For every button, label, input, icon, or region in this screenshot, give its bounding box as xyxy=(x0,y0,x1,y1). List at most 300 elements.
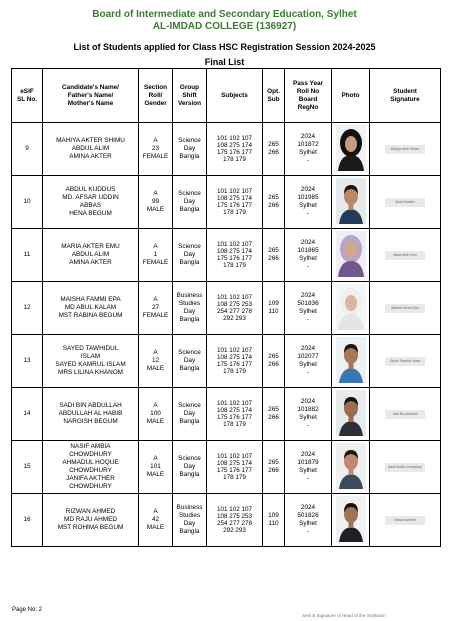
roll-value: 27 xyxy=(151,304,160,311)
name-cell xyxy=(43,388,139,441)
sl-number: 15 xyxy=(23,463,31,470)
signature-cell xyxy=(370,494,441,547)
group-line-3: Bangla xyxy=(179,259,200,266)
sl-cell xyxy=(12,176,43,229)
name-line-3: MST RABINA BEGUM xyxy=(58,312,123,319)
name-cell xyxy=(43,335,139,388)
col-subjects xyxy=(207,69,263,123)
roll-value: 12 xyxy=(151,357,160,364)
col-photo-label: Photo xyxy=(341,91,360,99)
opt-cell xyxy=(263,388,285,441)
opt-sub-1: 265 xyxy=(268,247,279,254)
college-name: AL-IMDAD COLLEGE (136927) xyxy=(152,21,297,32)
col-name xyxy=(43,69,139,123)
subjects-line-1: 101 102 107 xyxy=(216,453,253,460)
col-sl-line1: eSIF xyxy=(20,87,34,95)
name-line-1: ABDUL KUDDUS xyxy=(65,186,116,193)
col-name-line1: Candidate's Name/ xyxy=(62,83,119,91)
table-row xyxy=(12,282,441,335)
col-photo xyxy=(332,69,370,123)
board-roll-no: 101872 xyxy=(297,141,319,148)
subjects-line-4: 178 179 xyxy=(223,368,246,375)
table-row xyxy=(12,388,441,441)
subjects-line-2: 108 275 174 xyxy=(216,248,253,255)
pass-cell xyxy=(285,388,332,441)
section-cell xyxy=(139,123,173,176)
name-line-4: HENA BEGUM xyxy=(69,210,112,217)
board-name-value: Sylhet xyxy=(299,467,317,474)
board-name-value: Sylhet xyxy=(299,520,317,527)
name-line-3: ABBAS xyxy=(79,202,102,209)
group-line-3: Bangla xyxy=(179,471,200,478)
reg-no: - xyxy=(306,528,310,535)
signature-image: Sadi Bin Abdullah xyxy=(385,410,425,419)
signature-image: Rizwan Ahmed xyxy=(385,516,425,525)
opt-cell xyxy=(263,123,285,176)
opt-sub-1: 265 xyxy=(268,353,279,360)
name-line-2: ABDUL ALIM xyxy=(71,251,110,258)
name-line-3: AMINA AKTER xyxy=(69,153,112,160)
board-roll-no: 501836 xyxy=(297,300,319,307)
subjects-line-4: 178 179 xyxy=(223,262,246,269)
sl-cell xyxy=(12,123,43,176)
pass-year: 2024 xyxy=(300,186,316,193)
col-opt xyxy=(263,69,285,123)
group-cell xyxy=(173,176,207,229)
name-line-1: MAISHA FAMMI EPA xyxy=(60,296,121,303)
opt-sub-1: 265 xyxy=(268,194,279,201)
group-line-4: Bangla xyxy=(179,528,200,535)
group-cell xyxy=(173,335,207,388)
col-section-line3: Gender xyxy=(144,99,167,107)
board-roll-no: 101985 xyxy=(297,194,319,201)
roll-value: 1 xyxy=(153,251,158,258)
section-value: A xyxy=(153,402,158,409)
subjects-line-1: 101 102 107 xyxy=(216,294,253,301)
col-name-line3: Mother's Name xyxy=(67,99,114,107)
roll-value: 100 xyxy=(150,410,161,417)
pass-cell xyxy=(285,229,332,282)
board-name-value: Sylhet xyxy=(299,361,317,368)
opt-sub-2: 110 xyxy=(268,520,279,527)
gender-value: FEMALE xyxy=(142,153,169,160)
table-row xyxy=(12,176,441,229)
opt-cell xyxy=(263,441,285,494)
pass-cell xyxy=(285,494,332,547)
name-line-2: MD. AFSAR UDDIN xyxy=(62,194,119,201)
subjects-line-3: 175 176 177 xyxy=(216,361,253,368)
opt-sub-2: 266 xyxy=(268,414,279,421)
subjects-line-2: 108 275 174 xyxy=(216,142,253,149)
sl-cell xyxy=(12,494,43,547)
signature-cell xyxy=(370,229,441,282)
group-line-1: Science xyxy=(178,190,201,197)
name-line-1: SAYED TAWHIDUL xyxy=(62,345,119,352)
page-number: Page No: 2 xyxy=(12,607,43,613)
photo-cell xyxy=(332,176,370,229)
subjects-line-2: 108 275 174 xyxy=(216,460,253,467)
signature-image: Mahiya Akter Shimu xyxy=(385,145,425,154)
roll-value: 99 xyxy=(151,198,160,205)
section-value: A xyxy=(153,243,158,250)
name-cell xyxy=(43,123,139,176)
section-value: A xyxy=(153,508,158,515)
subjects-line-1: 101 102 107 xyxy=(216,188,253,195)
signature-image: Nasif Ambia Chowdhury xyxy=(385,463,425,472)
opt-cell xyxy=(263,335,285,388)
name-line-2: ABDUL ALIM xyxy=(71,145,110,152)
subjects-line-1: 101 102 107 xyxy=(216,400,253,407)
subjects-cell xyxy=(207,176,263,229)
sl-cell xyxy=(12,282,43,335)
subjects-line-2: 108 275 253 xyxy=(216,513,253,520)
board-name-value: Sylhet xyxy=(299,414,317,421)
opt-sub-2: 266 xyxy=(268,149,279,156)
subjects-line-3: 175 176 177 xyxy=(216,149,253,156)
list-title: List of Students applied for Class HSC Registration Session 2024-2025 xyxy=(73,42,376,52)
opt-sub-2: 266 xyxy=(268,202,279,209)
col-pass-line1: Pass Year xyxy=(292,79,324,87)
name-line-5: JANIFA AKTHER xyxy=(66,475,115,482)
pass-year: 2024 xyxy=(300,292,316,299)
student-photo xyxy=(336,496,366,542)
student-photo xyxy=(336,390,366,436)
subjects-line-2: 108 275 253 xyxy=(216,301,253,308)
pass-year: 2024 xyxy=(300,451,316,458)
subjects-cell xyxy=(207,441,263,494)
section-cell xyxy=(139,388,173,441)
pass-year: 2024 xyxy=(300,504,316,511)
pass-year: 2024 xyxy=(300,239,316,246)
name-line-1: MARIA AKTER EMU xyxy=(61,243,120,250)
group-line-2: Day xyxy=(183,463,196,470)
col-opt-line1: Opt. xyxy=(267,87,280,95)
subjects-line-1: 101 102 107 xyxy=(216,506,253,513)
pass-cell xyxy=(285,123,332,176)
group-line-4: Bangla xyxy=(179,316,200,323)
opt-sub-2: 266 xyxy=(268,467,279,474)
pass-cell xyxy=(285,176,332,229)
sl-number: 16 xyxy=(23,516,31,523)
group-line-2: Day xyxy=(183,145,196,152)
board-roll-no: 101865 xyxy=(297,247,319,254)
sl-number: 9 xyxy=(25,145,29,152)
opt-cell xyxy=(263,176,285,229)
col-section-line2: Roll/ xyxy=(148,91,163,99)
section-cell xyxy=(139,441,173,494)
subjects-line-4: 178 179 xyxy=(223,421,246,428)
gender-value: MALE xyxy=(146,471,165,478)
name-line-2: MD ABUL KALAM xyxy=(64,304,117,311)
subjects-cell xyxy=(207,229,263,282)
board-roll-no: 101882 xyxy=(297,406,319,413)
name-line-3: NARGISH BEGUM xyxy=(63,418,118,425)
reg-no: - xyxy=(306,210,310,217)
subjects-cell xyxy=(207,123,263,176)
reg-no: - xyxy=(306,316,310,323)
col-opt-line2: Sub xyxy=(267,95,280,103)
name-line-3: AHMADUL HOQUE xyxy=(62,459,119,466)
subjects-line-2: 108 275 174 xyxy=(216,354,253,361)
opt-cell xyxy=(263,494,285,547)
sl-number: 12 xyxy=(23,304,31,311)
student-photo xyxy=(336,231,366,277)
student-photo xyxy=(336,125,366,171)
group-cell xyxy=(173,229,207,282)
name-line-1: RIZWAN AHMED xyxy=(65,508,116,515)
col-subjects-label: Subjects xyxy=(221,91,248,99)
col-group-line2: Shift xyxy=(182,91,197,99)
board-roll-no: 501826 xyxy=(297,512,319,519)
group-cell xyxy=(173,441,207,494)
table-row xyxy=(12,335,441,388)
list-subtitle: Final List xyxy=(204,57,245,67)
subjects-line-2: 108 275 174 xyxy=(216,195,253,202)
name-cell xyxy=(43,441,139,494)
opt-sub-2: 266 xyxy=(268,255,279,262)
photo-cell xyxy=(332,335,370,388)
photo-cell xyxy=(332,123,370,176)
name-line-6: CHOWDHURY xyxy=(69,483,112,490)
table-row xyxy=(12,494,441,547)
reg-no: - xyxy=(306,263,310,270)
sl-number: 13 xyxy=(23,357,31,364)
photo-cell xyxy=(332,441,370,494)
name-line-2: ABDULLAH AL HABIB xyxy=(58,410,123,417)
group-line-1: Science xyxy=(178,349,201,356)
subjects-line-4: 178 179 xyxy=(223,156,246,163)
student-photo xyxy=(336,337,366,383)
subjects-line-3: 254 277 278 xyxy=(216,308,253,315)
pass-year: 2024 xyxy=(300,345,316,352)
section-cell xyxy=(139,282,173,335)
col-name-line2: Father's Name/ xyxy=(67,91,114,99)
group-line-1: Business xyxy=(176,292,203,299)
group-line-2: Day xyxy=(183,357,196,364)
sl-cell xyxy=(12,441,43,494)
group-cell xyxy=(173,282,207,335)
section-value: A xyxy=(153,349,158,356)
subjects-line-3: 175 176 177 xyxy=(216,467,253,474)
gender-value: MALE xyxy=(146,206,165,213)
board-roll-no: 101879 xyxy=(297,459,319,466)
students-table xyxy=(11,68,441,547)
opt-sub-2: 266 xyxy=(268,361,279,368)
group-line-3: Bangla xyxy=(179,418,200,425)
photo-cell xyxy=(332,229,370,282)
group-line-2: Day xyxy=(183,198,196,205)
gender-value: FEMALE xyxy=(142,259,169,266)
pass-year: 2024 xyxy=(300,398,316,405)
pass-cell xyxy=(285,335,332,388)
subjects-line-1: 101 102 107 xyxy=(216,347,253,354)
board-name: Board of Intermediate and Secondary Education, Sylhet xyxy=(92,9,357,20)
opt-sub-1: 265 xyxy=(268,406,279,413)
gender-value: MALE xyxy=(146,524,165,531)
pass-cell xyxy=(285,441,332,494)
section-cell xyxy=(139,229,173,282)
pass-cell xyxy=(285,282,332,335)
subjects-line-4: 178 179 xyxy=(223,209,246,216)
sl-number: 14 xyxy=(23,410,31,417)
subjects-line-4: 178 179 xyxy=(223,474,246,481)
name-line-3: SAYED KAMRUL ISLAM xyxy=(55,361,126,368)
photo-cell xyxy=(332,282,370,335)
gender-value: MALE xyxy=(146,365,165,372)
board-name-value: Sylhet xyxy=(299,149,317,156)
opt-sub-2: 110 xyxy=(268,308,279,315)
section-value: A xyxy=(153,296,158,303)
group-line-2: Day xyxy=(183,251,196,258)
subjects-line-4: 292 293 xyxy=(223,527,246,534)
group-line-1: Science xyxy=(178,455,201,462)
sl-number: 11 xyxy=(23,251,31,258)
group-line-2: Studies xyxy=(178,512,201,519)
signature-cell xyxy=(370,123,441,176)
opt-cell xyxy=(263,229,285,282)
board-name-value: Sylhet xyxy=(299,202,317,209)
subjects-line-3: 175 176 177 xyxy=(216,414,253,421)
subjects-cell xyxy=(207,388,263,441)
roll-value: 101 xyxy=(150,463,161,470)
subjects-line-1: 101 102 107 xyxy=(216,241,253,248)
subjects-line-1: 101 102 107 xyxy=(216,135,253,142)
gender-value: FEMALE xyxy=(142,312,169,319)
group-cell xyxy=(173,123,207,176)
signature-cell xyxy=(370,176,441,229)
reg-no: - xyxy=(306,157,310,164)
section-value: A xyxy=(153,190,158,197)
sl-cell xyxy=(12,388,43,441)
group-line-1: Business xyxy=(176,504,203,511)
col-sl xyxy=(12,69,43,123)
sl-cell xyxy=(12,335,43,388)
signature-cell xyxy=(370,335,441,388)
board-name-value: Sylhet xyxy=(299,255,317,262)
name-line-4: MRS LILINA KHANOM xyxy=(58,369,123,376)
col-pass xyxy=(285,69,332,123)
name-line-3: MST ROHIMA BEGUM xyxy=(57,524,124,531)
section-cell xyxy=(139,494,173,547)
sl-number: 10 xyxy=(23,198,31,205)
reg-no: - xyxy=(306,475,310,482)
col-section-line1: Section xyxy=(143,83,168,91)
reg-no: - xyxy=(306,369,310,376)
roll-value: 42 xyxy=(151,516,160,523)
group-line-3: Bangla xyxy=(179,206,200,213)
col-sl-line2: SL No. xyxy=(16,95,38,103)
opt-cell xyxy=(263,282,285,335)
group-cell xyxy=(173,494,207,547)
signature-image: Sayed Tawhidul Islam xyxy=(385,357,425,366)
reg-no: - xyxy=(306,422,310,429)
group-line-3: Day xyxy=(183,520,196,527)
sl-cell xyxy=(12,229,43,282)
col-signature-line1: Student xyxy=(393,87,417,95)
section-cell xyxy=(139,335,173,388)
opt-sub-1: 109 xyxy=(268,300,279,307)
col-section xyxy=(139,69,173,123)
section-value: A xyxy=(153,455,158,462)
group-line-3: Bangla xyxy=(179,153,200,160)
name-line-1: MAHIYA AKTER SHIMU xyxy=(56,137,125,144)
col-signature xyxy=(370,69,441,123)
subjects-line-3: 175 176 177 xyxy=(216,255,253,262)
signature-image: Maisha Fammi Epa xyxy=(385,304,425,313)
group-line-2: Studies xyxy=(178,300,201,307)
gender-value: MALE xyxy=(146,418,165,425)
col-group-line3: Version xyxy=(177,99,202,107)
table-row xyxy=(12,229,441,282)
subjects-cell xyxy=(207,282,263,335)
name-cell xyxy=(43,282,139,335)
subjects-line-4: 292 293 xyxy=(223,315,246,322)
student-photo xyxy=(336,284,366,330)
group-line-2: Day xyxy=(183,410,196,417)
subjects-cell xyxy=(207,494,263,547)
col-group-line1: Group xyxy=(179,83,200,91)
name-line-3: AMINA AKTER xyxy=(69,259,112,266)
col-pass-line3: Board xyxy=(298,95,318,103)
group-line-1: Science xyxy=(178,137,201,144)
section-value: A xyxy=(153,137,158,144)
col-signature-line2: Signature xyxy=(390,95,420,103)
opt-sub-1: 265 xyxy=(268,459,279,466)
group-line-1: Science xyxy=(178,243,201,250)
col-pass-line2: Roll No xyxy=(296,87,320,95)
header-row xyxy=(12,69,441,123)
signature-image: Maria Akter Emu xyxy=(385,251,425,260)
signature-cell xyxy=(370,282,441,335)
photo-cell xyxy=(332,388,370,441)
signature-cell xyxy=(370,388,441,441)
table-row xyxy=(12,441,441,494)
name-cell xyxy=(43,229,139,282)
opt-sub-1: 109 xyxy=(268,512,279,519)
student-photo xyxy=(336,178,366,224)
roll-value: 23 xyxy=(151,145,160,152)
name-line-2: ISLAM xyxy=(80,353,101,360)
head-signature-label: Seal & Signature of Head of the Institution xyxy=(302,613,386,618)
photo-cell xyxy=(332,494,370,547)
board-name-value: Sylhet xyxy=(299,308,317,315)
group-line-1: Science xyxy=(178,402,201,409)
name-line-4: CHOWDHURY xyxy=(69,467,112,474)
col-group xyxy=(173,69,207,123)
group-line-3: Day xyxy=(183,308,196,315)
name-line-2: CHOWDHURY xyxy=(69,451,112,458)
subjects-line-3: 254 277 278 xyxy=(216,520,253,527)
board-roll-no: 102077 xyxy=(297,353,319,360)
name-cell xyxy=(43,494,139,547)
student-photo xyxy=(336,443,366,489)
name-cell xyxy=(43,176,139,229)
signature-image: Abdul Kuddus xyxy=(385,198,425,207)
group-line-3: Bangla xyxy=(179,365,200,372)
pass-year: 2024 xyxy=(300,133,316,140)
signature-cell xyxy=(370,441,441,494)
subjects-line-2: 108 275 174 xyxy=(216,407,253,414)
table-row xyxy=(12,123,441,176)
opt-sub-1: 265 xyxy=(268,141,279,148)
section-cell xyxy=(139,176,173,229)
subjects-cell xyxy=(207,335,263,388)
name-line-2: MD RAJU AHMED xyxy=(64,516,117,523)
name-line-1: SADI BIN ABDULLAH xyxy=(59,402,122,409)
group-cell xyxy=(173,388,207,441)
subjects-line-3: 175 176 177 xyxy=(216,202,253,209)
col-pass-line4: RegNo xyxy=(297,103,319,111)
